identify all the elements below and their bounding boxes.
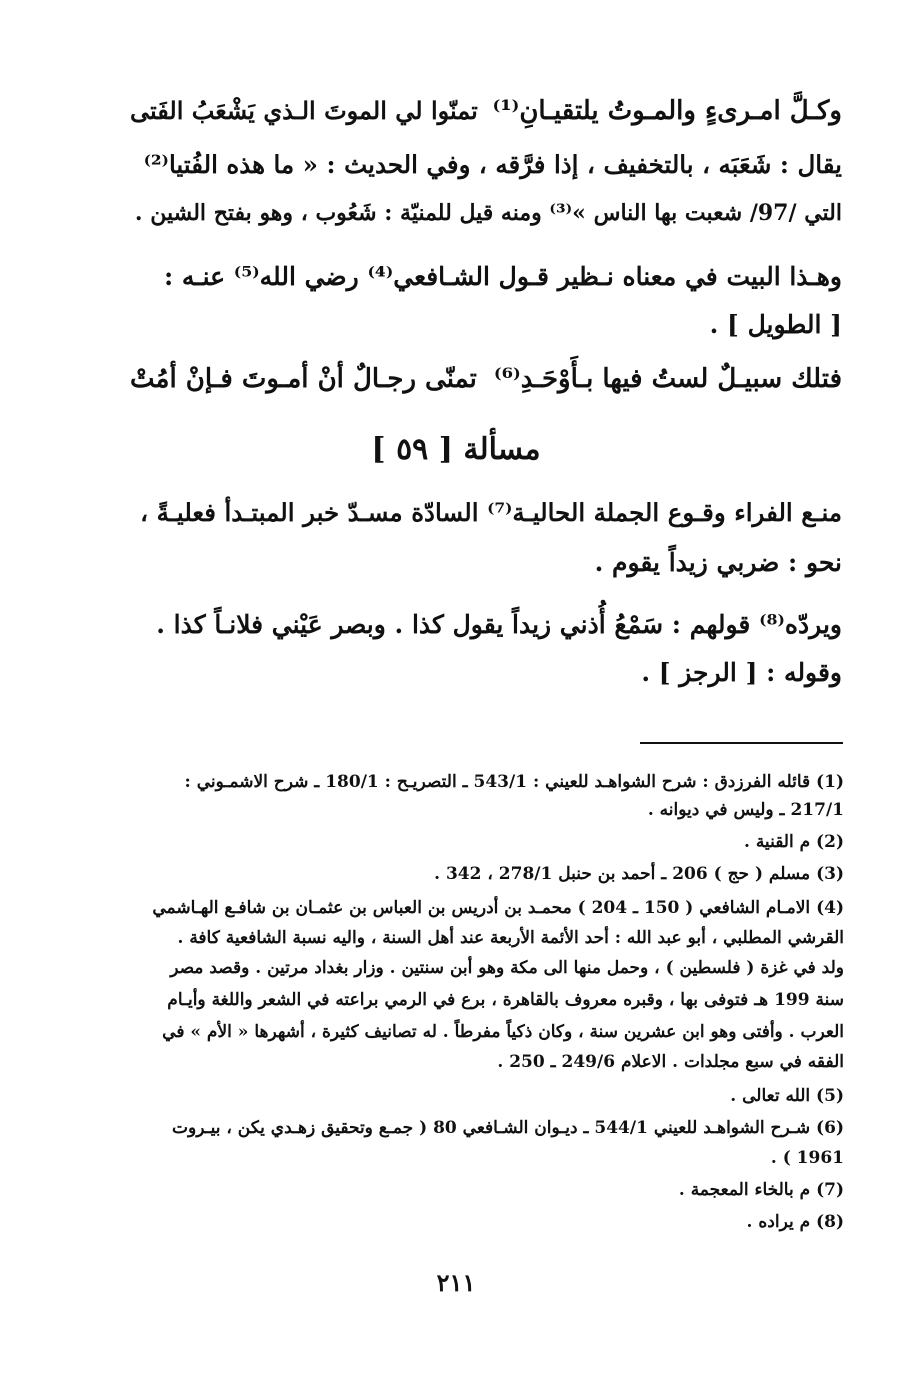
- footnote-line: 1961 ) .: [770, 1148, 844, 1168]
- verse-2-second-hemistich: فتلك سبيـلٌ لستُ فيها بـأَوْحَـدِ⁽⁶⁾: [493, 364, 842, 394]
- paragraph-3-line-2: نحو : ضربي زيداً يقوم .: [594, 548, 842, 577]
- page-number: ٢١١: [436, 1268, 476, 1297]
- footnote-separator: [640, 742, 843, 744]
- paragraph-3-line-1: منـع الفراء وقـوع الجملة الحاليـة⁽⁷⁾ السادّة مسـدّ خبر المبتـدأ فعليـةً ،: [140, 498, 842, 527]
- footnote-line: (1) قائله الفرزدق : شرح الشواهـد للعيني : 543/1 ـ التصريـح : 180/1 ـ شرح الاشمـوني :: [184, 772, 844, 792]
- paragraph-4-line-2: وقوله : [ الرجز ] .: [641, 658, 842, 687]
- verse-1: [130, 96, 842, 126]
- footnote-line: (8) م يراده .: [746, 1212, 844, 1232]
- footnote-line: (4) الامـام الشافعي ( 150 ـ 204 ) محمـد بن أدريس بن العباس بن عثمـان بن شافـع الهـاشمي: [152, 898, 844, 918]
- verse-1-second-hemistich: وكـلَّ امـرىءٍ والمـوتُ يلتقيـانِ⁽¹⁾: [492, 96, 842, 126]
- footnote-line: ولد في غزة ( فلسطين ) ، وحمل منها الى مكة وهو أبن سنتين . وزار بغداد مرتين . وقصد مصر: [170, 958, 844, 978]
- paragraph-4-line-1: ويردّه⁽⁸⁾ قولهم : سَمْعُ أُذني زيداً يقول كذا . وبصر عَيْني فلانـاً كذا .: [156, 610, 842, 639]
- footnote-line: 217/1 ـ وليس في ديوانه .: [647, 800, 844, 820]
- footnote-line: القرشي المطلبي ، أبو عبد الله : أحد الأئمة الأربعة عند أهل السنة ، واليه نسبة الشافعية كافة .: [177, 928, 844, 948]
- verse-2: [130, 364, 842, 394]
- paragraph-2-line-2: [ الطويل ] .: [709, 310, 842, 339]
- footnote-line: (7) م بالخاء المعجمة .: [678, 1180, 844, 1200]
- paragraph-1-line-1: يقال : شَعَبَه ، بالتخفيف ، إذا فرَّقه ، وفي الحديث : « ما هذه الفُتيا⁽²⁾: [143, 150, 842, 179]
- paragraph-1-line-2: التي /97/ شعبت بها الناس »⁽³⁾ ومنه قيل للمنيّة : شَعُوب ، وهو بفتح الشين .: [134, 200, 842, 226]
- footnote-line: العرب . وأفتى وهو ابن عشرين سنة ، وكان ذكياً مفرطاً . له تصانيف كثيرة ، أشهرها « الأم » في: [162, 1022, 844, 1042]
- section-heading: مسألة [ ٥٩ ]: [371, 432, 541, 467]
- footnote-line: الفقه في سبع مجلدات . الاعلام 249/6 ـ 250 .: [497, 1052, 844, 1072]
- footnote-line: (6) شـرح الشواهـد للعيني 544/1 ـ ديـوان الشـافعي 80 ( جمـع وتحقيق زهـدي يكن ، بيـروت: [172, 1118, 844, 1138]
- footnote-line: سنة 199 هـ فتوفى بها ، وقبره معروف بالقاهرة ، برع في الرمي براعته في الشعر واللغة وأيـام: [167, 990, 844, 1010]
- paragraph-2-line-1: وهـذا البيت في معناه نـظير قـول الشـافعي⁽⁴⁾ رضي الله⁽⁵⁾ عنـه :: [163, 262, 842, 291]
- verse-1-first-hemistich: تمنّوا لي الموتَ الـذي يَشْعَبُ الفَتى: [130, 96, 478, 125]
- footnote-line: (2) م القنية .: [743, 832, 844, 852]
- verse-2-first-hemistich: تمنّى رجـالٌ أنْ أمـوتَ فـإنْ أمُتْ: [130, 364, 477, 394]
- footnote-line: (5) الله تعالى .: [730, 1086, 844, 1106]
- footnote-line: (3) مسلم ( حج ) 206 ـ أحمد بن حنبل 278/1 ، 342 .: [434, 864, 844, 884]
